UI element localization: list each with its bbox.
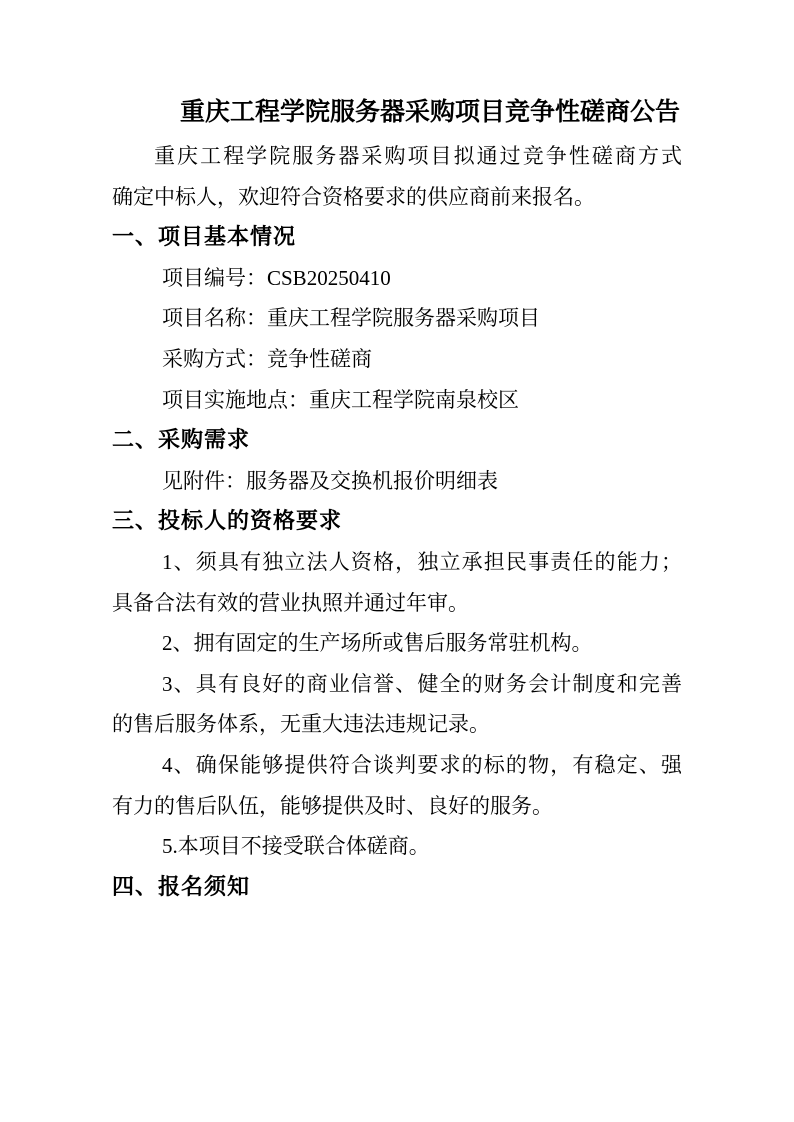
section-heading-procurement-demand: 二、采购需求 xyxy=(112,427,251,453)
section-heading-bidder-qualifications: 三、投标人的资格要求 xyxy=(112,508,343,534)
attachment-reference-line: 见附件：服务器及交换机报价明细表 xyxy=(162,468,498,493)
qualification-item-3-line-1: 3、具有良好的商业信誉、健全的财务会计制度和完善 xyxy=(162,671,682,696)
qualification-item-3-line-2: 的售后服务体系，无重大违法违规记录。 xyxy=(112,712,490,737)
intro-line-1: 重庆工程学院服务器采购项目拟通过竞争性磋商方式 xyxy=(154,144,682,168)
project-number-line: 项目编号：CSB20250410 xyxy=(162,265,391,290)
section-heading-registration-notes: 四、报名须知 xyxy=(112,873,251,899)
qualification-item-2: 2、拥有固定的生产场所或售后服务常驻机构。 xyxy=(162,631,593,656)
qualification-item-1-line-2: 具备合法有效的营业执照并通过年审。 xyxy=(112,590,469,615)
intro-line-2: 确定中标人，欢迎符合资格要求的供应商前来报名。 xyxy=(112,184,595,209)
qualification-item-1-line-1: 1、须具有独立法人资格，独立承担民事责任的能力； xyxy=(162,549,682,574)
document-title: 重庆工程学院服务器采购项目竞争性磋商公告 xyxy=(179,98,680,126)
qualification-item-5: 5.本项目不接受联合体磋商。 xyxy=(162,834,430,859)
project-name-line: 项目名称：重庆工程学院服务器采购项目 xyxy=(162,306,540,331)
procurement-method-line: 采购方式：竞争性磋商 xyxy=(162,346,372,371)
section-heading-basic-info: 一、项目基本情况 xyxy=(112,224,297,250)
qualification-item-4-line-1: 4、确保能够提供符合谈判要求的标的物，有稳定、强 xyxy=(162,752,682,777)
project-location-line: 项目实施地点：重庆工程学院南泉校区 xyxy=(162,387,519,412)
qualification-item-4-line-2: 有力的售后队伍，能够提供及时、良好的服务。 xyxy=(112,793,553,818)
